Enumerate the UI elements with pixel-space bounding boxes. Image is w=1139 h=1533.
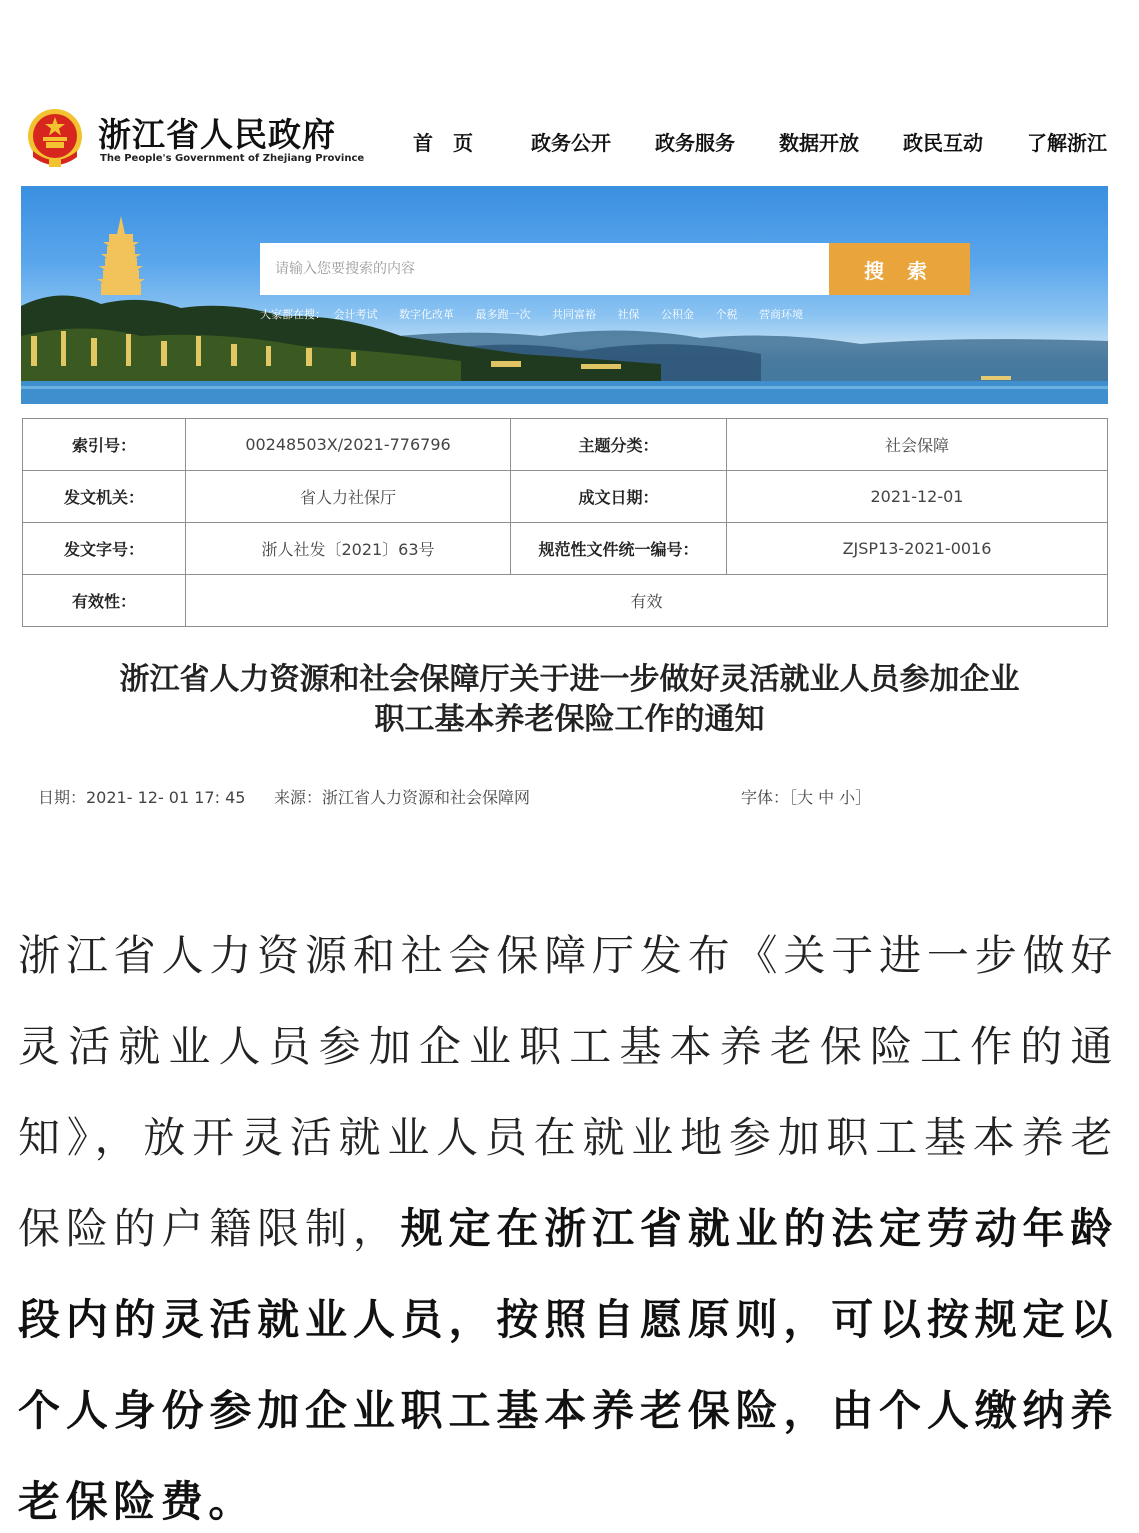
article-date: 日期：2021- 12- 01 17: 45 (38, 788, 246, 807)
hot-term-accounting-exam[interactable]: 会计考试 (333, 308, 378, 321)
validity-label: 有效性： (23, 575, 186, 627)
date-label: 成文日期： (511, 471, 727, 523)
hot-search-row (260, 306, 821, 322)
hot-term-run-once[interactable]: 最多跑一次 (475, 308, 531, 321)
table-row (23, 471, 1108, 523)
issuer-value: 省人力社保厅 (186, 471, 511, 523)
topic-label: 主题分类： (511, 419, 727, 471)
article-title-line-2: 职工基本养老保险工作的通知 (374, 702, 765, 737)
nav-item-interaction[interactable]: 政民互动 (903, 131, 983, 155)
hot-search-label: 大家都在搜： (260, 308, 326, 321)
nav-item-home[interactable]: 首 页 (413, 131, 473, 155)
date-value: 2021-12-01 (727, 471, 1108, 523)
hot-term-social-security[interactable]: 社保 (617, 308, 640, 321)
hot-term-housing-fund[interactable]: 公积金 (661, 308, 694, 321)
font-size-switcher[interactable]: 字体：［大 中 小］ (741, 788, 872, 807)
search-banner (21, 186, 1108, 404)
body-normal-text: 浙江省人力资源和社会保障厅发布《关于进一步做好灵活就业人员参加企业职工基本养老保险工作的通知》，放开灵活就业人员在就业地参加职工基本养老保险的户籍限制， (18, 931, 1118, 1253)
index-value: 00248503X/2021-776796 (186, 419, 511, 471)
site-title[interactable]: 浙江省人民政府 (98, 115, 336, 154)
topic-value: 社会保障 (727, 419, 1108, 471)
unified-label: 规范性文件统一编号： (511, 523, 727, 575)
article-title-line-1: 浙江省人力资源和社会保障厅关于进一步做好灵活就业人员参加企业 (119, 662, 1020, 697)
article-body-paragraph (18, 910, 1118, 1533)
table-row (23, 575, 1108, 627)
site-subtitle: The People's Government of Zhejiang Province (100, 153, 365, 164)
table-row (23, 419, 1108, 471)
west-lake-scene-image (21, 186, 1108, 404)
hot-term-business-environment[interactable]: 营商环境 (759, 308, 803, 321)
site-header (0, 95, 1139, 185)
nav-item-about-zhejiang[interactable]: 了解浙江 (1027, 131, 1107, 155)
article-source: 来源：浙江省人力资源和社会保障网 (274, 788, 531, 807)
hot-term-digital-reform[interactable]: 数字化改革 (399, 308, 454, 321)
table-row (23, 523, 1108, 575)
hot-term-common-prosperity[interactable]: 共同富裕 (552, 308, 596, 321)
nav-item-gov-affairs[interactable]: 政务公开 (531, 131, 611, 155)
index-label: 索引号： (23, 419, 186, 471)
search-button[interactable]: 搜 索 (829, 243, 970, 295)
hot-term-income-tax[interactable]: 个税 (715, 308, 738, 321)
unified-value: ZJSP13-2021-0016 (727, 523, 1108, 575)
main-nav (0, 127, 1139, 157)
docno-value: 浙人社发〔2021〕63号 (186, 523, 511, 575)
issuer-label: 发文机关： (23, 471, 186, 523)
docno-label: 发文字号： (23, 523, 186, 575)
validity-value: 有效 (186, 575, 1108, 627)
nav-item-open-data[interactable]: 数据开放 (779, 131, 859, 155)
search-input[interactable] (260, 243, 830, 295)
article-title (0, 660, 1139, 740)
nav-item-gov-services[interactable]: 政务服务 (655, 131, 735, 155)
body-bold-text: 规定在浙江省就业的法定劳动年龄段内的灵活就业人员，按照自愿原则，可以按规定以个人身份参加企业职工基本养老保险，由个人缴纳养老保险费。 (18, 1204, 1118, 1526)
document-info-table (22, 418, 1108, 627)
pagoda-icon (97, 216, 145, 295)
